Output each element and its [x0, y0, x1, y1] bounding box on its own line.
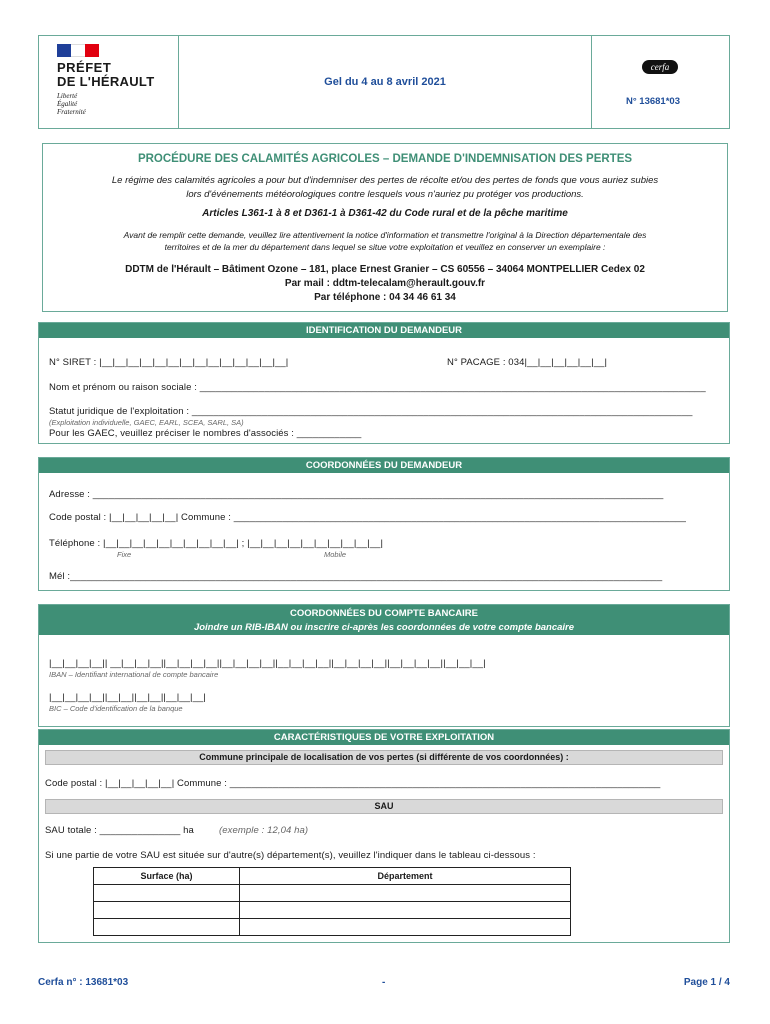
prefet-departement: DE L'HÉRAULT: [57, 74, 155, 89]
identification-header: IDENTIFICATION DU DEMANDEUR: [39, 323, 729, 338]
intro-paragraph-line2: lors d'événements météorologiques contre lesquels vous n'auriez pu protéger vos productions.: [186, 189, 584, 200]
identification-section: [38, 322, 730, 444]
telephone-fixe-label: Fixe: [117, 550, 132, 559]
bic-hint: BIC – Code d'identification de la banque: [49, 704, 183, 713]
motto-egalite: Égalité: [57, 100, 78, 108]
iban-field[interactable]: |__|__|__|__|| __|__|__|__||__|__|__|__||__|__|__|__||__|__|__|__||__|__|__|__||__|__|__|__||__|__|__|: [49, 658, 486, 669]
table-row: [94, 885, 571, 902]
header-box: [38, 35, 730, 129]
cerfa-block: [591, 36, 729, 128]
sau-departement-table: [93, 867, 571, 936]
mel-field[interactable]: Mél :______________________________________________________________________________________________________________: [49, 571, 663, 582]
table-header-row: [94, 868, 571, 885]
surface-header: Surface (ha): [94, 868, 240, 885]
bancaire-header: [39, 605, 729, 635]
table-row: [94, 902, 571, 919]
ddtm-address: DDTM de l'Hérault – Bâtiment Ozone – 181, place Ernest Granier – CS 60556 – 34064 MONTPELLIER Cedex 02: [125, 264, 645, 275]
sau-example: (exemple : 12,04 ha): [219, 825, 309, 836]
telephone-field[interactable]: Téléphone : |__|__|__|__|__|__|__|__|__|__| ; |__|__|__|__|__|__|__|__|__|__|: [49, 538, 384, 549]
footer-cerfa-number: Cerfa n° : 13681*03: [38, 977, 129, 988]
marianne-flag-icon: [57, 44, 99, 57]
exploitation-header: CARACTÉRISTIQUES DE VOTRE EXPLOITATION: [39, 730, 729, 745]
footer-separator: -: [382, 977, 386, 988]
departement-cell[interactable]: [240, 919, 571, 936]
departement-cell[interactable]: [240, 902, 571, 919]
table-row: [94, 919, 571, 936]
cerfa-logo: cerfa: [642, 60, 678, 74]
surface-cell[interactable]: [94, 919, 240, 936]
bancaire-title: COORDONNÉES DU COMPTE BANCAIRE: [290, 608, 478, 619]
adresse-field[interactable]: Adresse : __________________________________________________________________________________________________________: [49, 489, 664, 500]
gaec-associes-field[interactable]: Pour les GAEC, veuillez préciser le nombres d'associés : ____________: [49, 428, 362, 439]
nom-field[interactable]: Nom et prénom ou raison sociale : ______________________________________________________________________________________________: [49, 382, 706, 393]
motto-liberte: Liberté: [57, 92, 78, 100]
bancaire-section: [38, 604, 730, 727]
statut-hint: (Exploitation individuelle, GAEC, EARL, SCEA, SARL, SA): [49, 418, 244, 427]
code-postal-field[interactable]: Code postal : |__|__|__|__|__| Commune : ____________________________________________________________________________________: [49, 512, 686, 523]
form-number: N° 13681*03: [626, 96, 680, 107]
sau-header: SAU: [45, 799, 723, 814]
notice-line1: Avant de remplir cette demande, veuillez lire attentivement la notice d'information et transmettre l'original à la Direction départementale des: [123, 230, 647, 240]
siret-field[interactable]: N° SIRET : |__|__|__|__|__|__|__|__|__|__|__|__|__|__|: [49, 357, 289, 368]
footer-page-number: Page 1 / 4: [683, 977, 730, 988]
logo-block: [39, 36, 179, 128]
intro-paragraph-line1: Le régime des calamités agricoles a pour but d'indemniser des pertes de récolte et/ou des pertes de fonds que vous auriez subies: [111, 175, 659, 186]
prefet-title: PRÉFET: [57, 60, 112, 75]
telephone-mobile-label: Mobile: [324, 550, 347, 559]
iban-hint: IBAN – Identifiant international de compte bancaire: [49, 670, 219, 679]
event-title: Gel du 4 au 8 avril 2021: [324, 76, 446, 88]
intro-box: [42, 143, 728, 312]
pacage-field[interactable]: N° PACAGE : 034|__|__|__|__|__|__|: [447, 357, 608, 368]
sau-totale-field[interactable]: SAU totale : _______________ ha: [45, 825, 194, 836]
surface-cell[interactable]: [94, 902, 240, 919]
commune-principale-header: Commune principale de localisation de vos pertes (si différente de vos coordonnées) :: [45, 750, 723, 765]
departement-cell[interactable]: [240, 885, 571, 902]
statut-field[interactable]: Statut juridique de l'exploitation : _____________________________________________________________________________________________: [49, 406, 693, 417]
articles-reference: Articles L361-1 à 8 et D361-1 à D361-42 du Code rural et de la pêche maritime: [202, 208, 568, 219]
departement-header: Département: [240, 868, 571, 885]
sau-question: Si une partie de votre SAU est située sur d'autre(s) département(s), veuillez l'indiquer dans le tableau ci-dessous :: [45, 850, 536, 861]
notice-line2: territoires et de la mer du département dans lequel se situe votre exploitation et veuillez en conserver un exemplaire :: [164, 242, 606, 252]
bic-field[interactable]: |__|__|__|__||__|__||__|__||__|__|__|: [49, 692, 206, 703]
contact-phone: Par téléphone : 04 34 46 61 34: [314, 292, 456, 303]
procedure-title: PROCÉDURE DES CALAMITÉS AGRICOLES – DEMANDE D'INDEMNISATION DES PERTES: [137, 153, 633, 165]
coordonnees-section: [38, 457, 730, 591]
exploitation-section: [38, 729, 730, 943]
exploitation-code-postal-field[interactable]: Code postal : |__|__|__|__|__| Commune : ________________________________________________________________________________: [45, 778, 661, 789]
motto-fraternite: Fraternité: [57, 108, 86, 116]
contact-mail[interactable]: Par mail : ddtm-telecalam@herault.gouv.fr: [284, 278, 486, 289]
bancaire-subtitle: Joindre un RIB-IBAN ou inscrire ci-après les coordonnées de votre compte bancaire: [193, 622, 575, 633]
coordonnees-header: COORDONNÉES DU DEMANDEUR: [39, 458, 729, 473]
surface-cell[interactable]: [94, 885, 240, 902]
